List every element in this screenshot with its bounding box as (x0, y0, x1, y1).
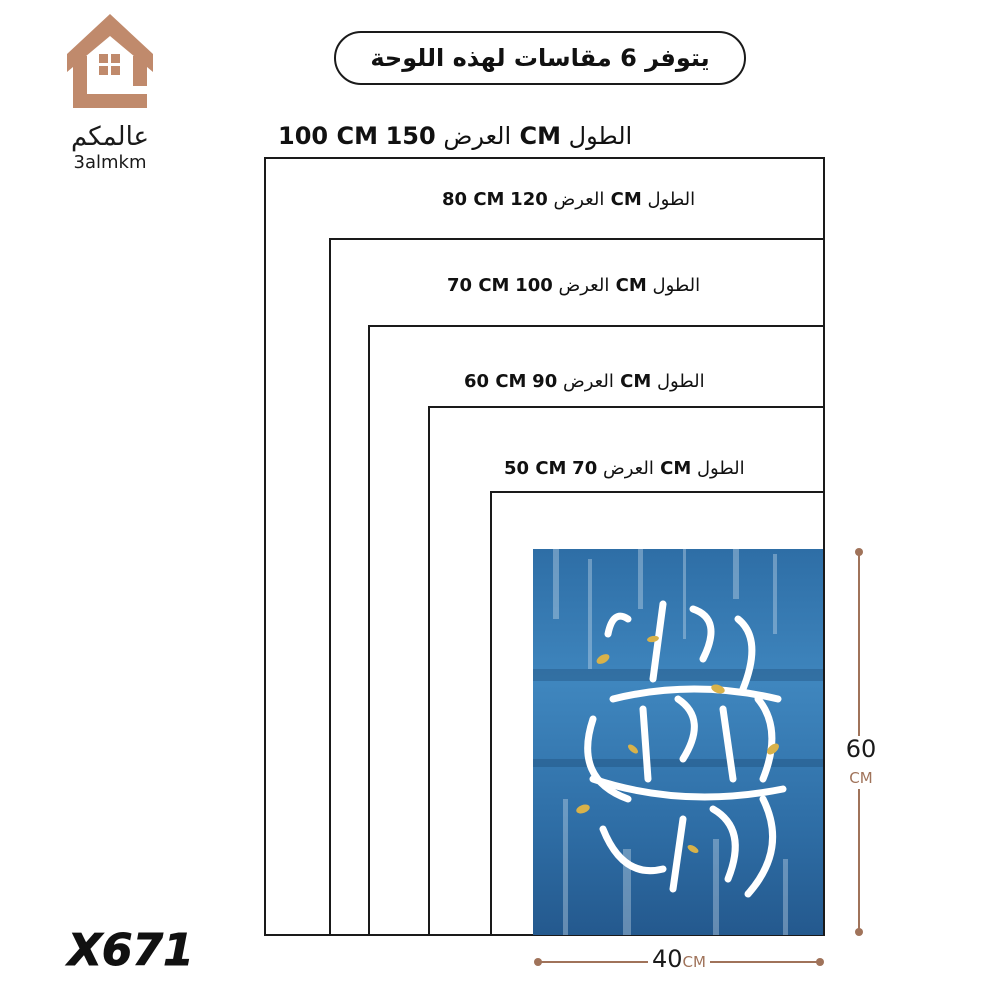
size-label-5: 50 CM العرض 70 CM الطول (504, 458, 745, 479)
size-label-3: 70 CM العرض 100 CM الطول (447, 275, 701, 296)
product-code: X671 (68, 925, 194, 976)
height-value: 60 (845, 735, 877, 763)
house-icon (65, 12, 155, 122)
width-dimension-label (648, 947, 710, 971)
sizes-available-banner (334, 31, 746, 85)
calligraphy-painting (533, 549, 823, 935)
painting-artwork (533, 549, 823, 935)
height-unit: CM (849, 769, 873, 788)
width-dimension-right-dot (816, 958, 824, 966)
height-dimension-label (844, 736, 878, 789)
size-label-2: 80 CM العرض 120 CM الطول (442, 189, 696, 210)
banner-title: يتوفر 6 مقاسات لهذه اللوحة (370, 44, 710, 72)
height-dimension-bottom-dot (855, 928, 863, 936)
width-unit: CM (682, 953, 706, 971)
size-label-1: 100 CM العرض 150 CM الطول (278, 122, 633, 150)
brand-name-latin: 3almkm (73, 152, 147, 173)
width-value: 40 (652, 945, 683, 973)
brand-logo (55, 12, 165, 172)
brand-name-arabic: عالمكم (70, 122, 150, 152)
size-label-4: 60 CM العرض 90 CM الطول (464, 371, 705, 392)
